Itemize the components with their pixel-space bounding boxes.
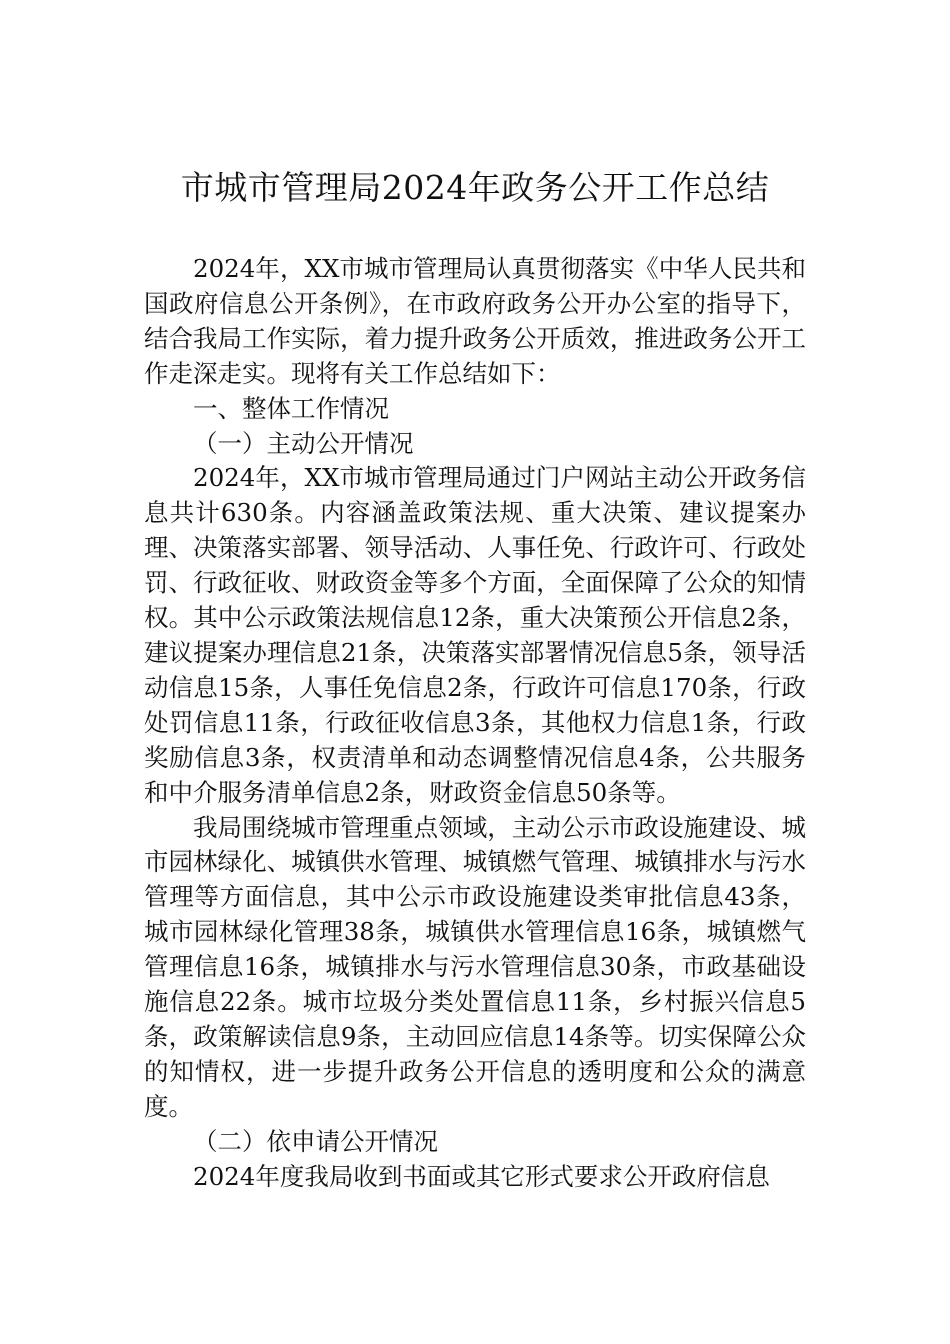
document-body	[144, 252, 806, 1194]
intro-paragraph: 2024年，XX市城市管理局认真贯彻落实《中华人民共和国政府信息公开条例》，在市政府政务公开办公室的指导下，结合我局工作实际，着力提升政务公开质效，推进政务公开工作走深走实。现将有关工作总结如下：	[144, 254, 806, 388]
on-request-paragraph: 2024年度我局收到书面或其它形式要求公开政府信息	[193, 1161, 770, 1191]
proactive-disclosure-paragraph: 2024年，XX市城市管理局通过门户网站主动公开政务信息共计630条。内容涵盖政策法规、重大决策、建议提案办理、决策落实部署、领导活动、人事任免、行政许可、行政处罚、行政征收、财政资金等多个方面，全面保障了公众的知情权。其中公示政策法规信息12条，重大决策预公开信息2条，建议提案办理信息21条，决策落实部署情况信息5条，领导活动信息15条，人事任免信息2条，行政许可信息170条，行政处罚信息11条，行政征收信息3条，其他权力信息1条，行政奖励信息3条，权责清单和动态调整情况信息4条，公共服务和中介服务清单信息2条，财政资金信息50条等。	[144, 463, 806, 807]
document-title: 市城市管理局2024年政务公开工作总结	[180, 168, 770, 207]
key-areas-paragraph: 我局围绕城市管理重点领域，主动公示市政设施建设、城市园林绿化、城镇供水管理、城镇燃气管理、城镇排水与污水管理等方面信息，其中公示市政设施建设类审批信息43条，城市园林绿化管理38条，城镇供水管理信息16条，城镇燃气管理信息16条，城镇排水与污水管理信息30条，市政基础设施信息22条。城市垃圾分类处置信息11条，乡村振兴信息5条，政策解读信息9条，主动回应信息14条等。切实保障公众的知情权，进一步提升政务公开信息的透明度和公众的满意度。	[144, 812, 806, 1121]
subsection-heading-proactive: （一）主动公开情况	[193, 428, 414, 458]
subsection-heading-on-request: （二）依申请公开情况	[193, 1126, 438, 1156]
section-heading-overall: 一、整体工作情况	[193, 393, 389, 423]
